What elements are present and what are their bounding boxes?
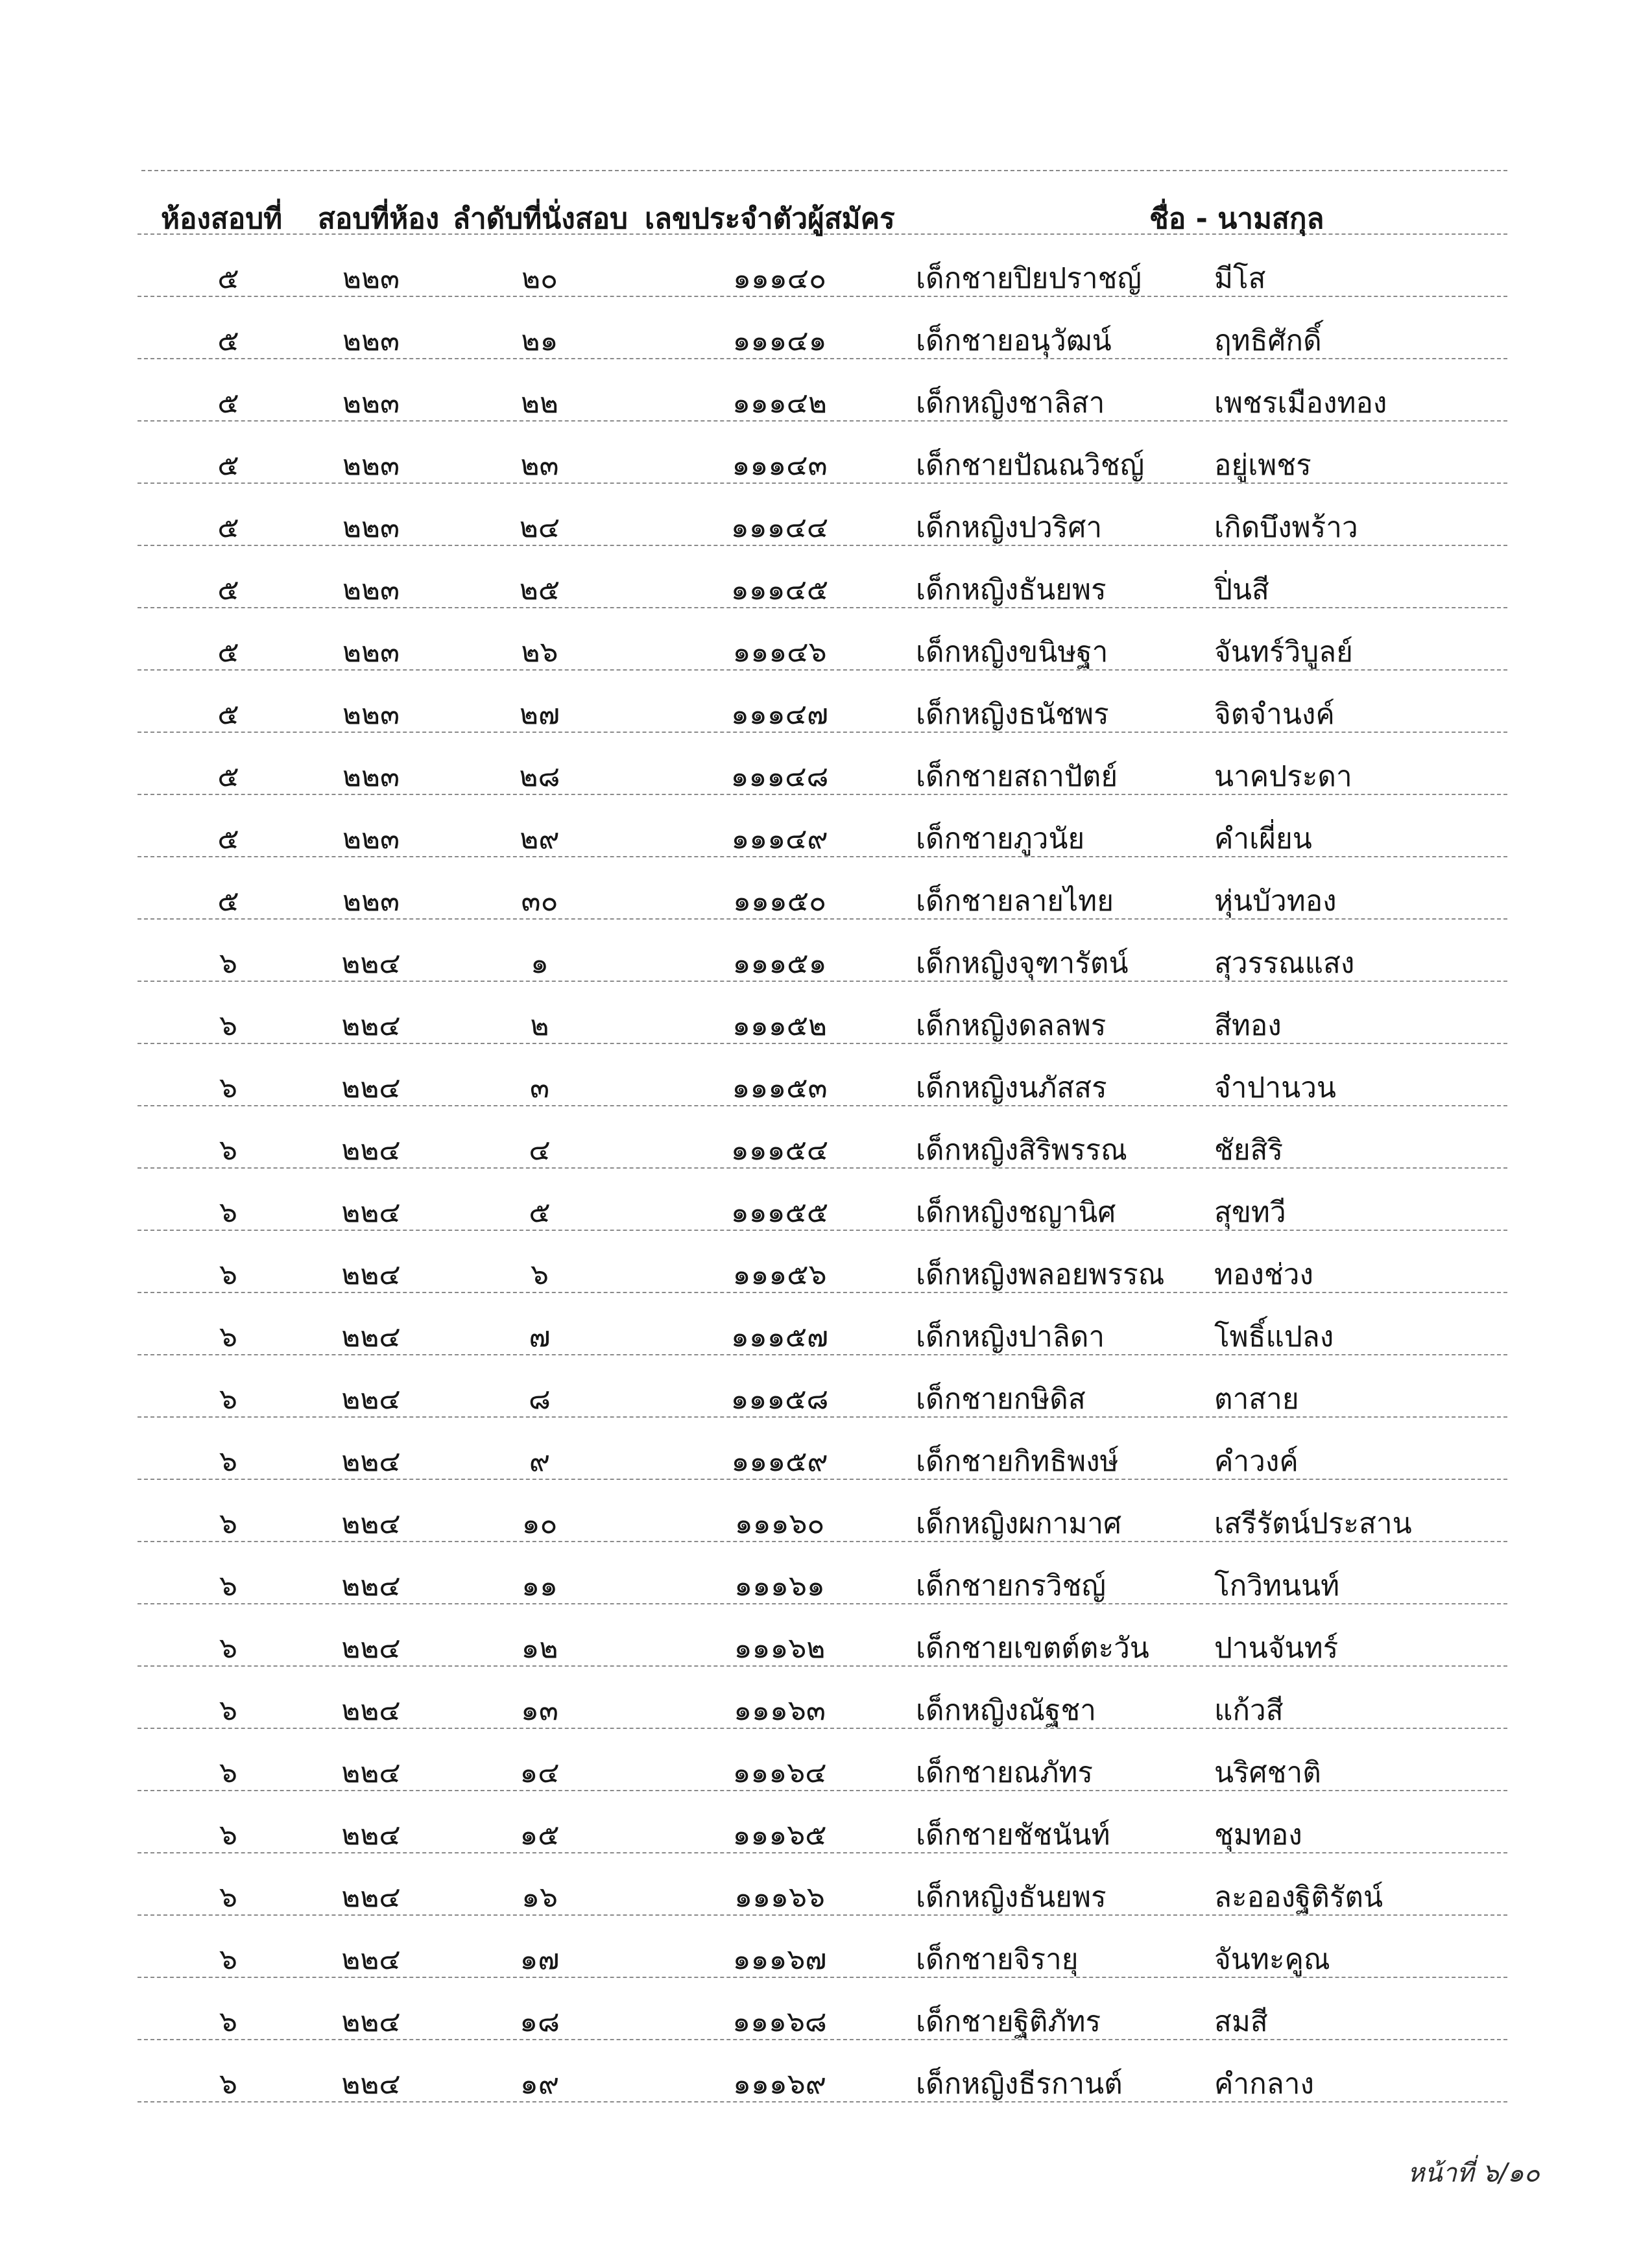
table-row xyxy=(138,1853,1507,1916)
cell-hall: ๒๒๔ xyxy=(341,1818,401,1852)
cell-first-name: เด็กชายปัณณวิชญ์ xyxy=(916,449,1145,482)
cell-seat: ๒๖ xyxy=(521,636,558,669)
cell-first-name: เด็กหญิงชาลิสา xyxy=(916,387,1105,420)
cell-first-name: เด็กหญิงณัฐชา xyxy=(916,1694,1096,1727)
cell-last-name: สีทอง xyxy=(1214,1009,1282,1042)
cell-room: ๕ xyxy=(217,511,239,544)
header-room: ห้องสอบที่ xyxy=(161,202,283,235)
cell-hall: ๒๒๔ xyxy=(341,1383,401,1416)
cell-room: ๕ xyxy=(217,822,239,855)
cell-first-name: เด็กหญิงปวริศา xyxy=(916,511,1103,544)
cell-first-name: เด็กชายปิยปราชญ์ xyxy=(916,262,1142,295)
cell-last-name: นาคประดา xyxy=(1214,760,1352,793)
cell-applicant-id: ๑๑๑๕๙ xyxy=(731,1445,828,1478)
cell-room: ๖ xyxy=(219,1507,237,1540)
table-row xyxy=(138,546,1507,608)
cell-applicant-id: ๑๑๑๔๖ xyxy=(732,636,827,669)
cell-seat: ๑ xyxy=(531,947,549,980)
cell-hall: ๒๒๓ xyxy=(342,885,400,918)
cell-seat: ๒๗ xyxy=(519,698,560,731)
cell-last-name: ตาสาย xyxy=(1214,1383,1299,1416)
header-hall: สอบที่ห้อง xyxy=(318,202,440,235)
cell-room: ๖ xyxy=(219,2067,237,2101)
cell-hall: ๒๒๔ xyxy=(341,1756,401,1789)
cell-room: ๕ xyxy=(217,636,239,669)
cell-applicant-id: ๑๑๑๔๘ xyxy=(730,760,829,793)
cell-room: ๖ xyxy=(219,1383,237,1416)
cell-hall: ๒๒๓ xyxy=(342,262,400,295)
table-row xyxy=(138,484,1507,546)
table-row xyxy=(138,1293,1507,1355)
cell-hall: ๒๒๔ xyxy=(341,1881,401,1914)
cell-first-name: เด็กชายอนุวัฒน์ xyxy=(916,324,1112,357)
cell-first-name: เด็กหญิงธีรกานต์ xyxy=(916,2067,1123,2101)
cell-seat: ๒๓ xyxy=(520,449,559,482)
table-row xyxy=(138,795,1507,857)
cell-applicant-id: ๑๑๑๔๐ xyxy=(733,262,826,295)
cell-seat: ๒๔ xyxy=(519,511,560,544)
cell-seat: ๖ xyxy=(531,1258,549,1291)
cell-hall: ๒๒๔ xyxy=(341,1320,401,1353)
cell-last-name: คำเผี่ยน xyxy=(1214,822,1312,855)
cell-applicant-id: ๑๑๑๔๗ xyxy=(730,698,829,731)
cell-last-name: ละอองฐิติรัตน์ xyxy=(1214,1881,1383,1914)
table-row xyxy=(138,2040,1507,2102)
cell-seat: ๒๐ xyxy=(521,262,558,295)
cell-first-name: เด็กชายภูวนัย xyxy=(916,822,1085,855)
cell-first-name: เด็กหญิงปาลิดา xyxy=(916,1320,1105,1353)
cell-last-name: สมสี xyxy=(1214,2005,1268,2038)
cell-last-name: สุขทวี xyxy=(1214,1196,1286,1229)
cell-first-name: เด็กหญิงดลลพร xyxy=(916,1009,1107,1042)
cell-last-name: เกิดบึงพร้าว xyxy=(1214,511,1358,544)
cell-applicant-id: ๑๑๑๕๐ xyxy=(733,885,826,918)
cell-seat: ๒๘ xyxy=(519,760,560,793)
cell-room: ๖ xyxy=(219,947,237,980)
cell-seat: ๑๐ xyxy=(521,1507,558,1540)
cell-hall: ๒๒๔ xyxy=(341,1071,401,1104)
cell-applicant-id: ๑๑๑๖๗ xyxy=(732,1943,827,1976)
cell-room: ๕ xyxy=(217,449,239,482)
cell-seat: ๒ xyxy=(530,1009,549,1042)
cell-hall: ๒๒๔ xyxy=(341,1134,401,1167)
cell-hall: ๒๒๔ xyxy=(341,1943,401,1976)
cell-first-name: เด็กหญิงธันยพร xyxy=(916,1881,1107,1914)
table-row xyxy=(138,1729,1507,1791)
cell-room: ๕ xyxy=(217,573,239,606)
table-row xyxy=(138,1169,1507,1231)
cell-last-name: จิตจำนงค์ xyxy=(1214,698,1335,731)
cell-last-name: ฤทธิศักดิ์ xyxy=(1214,324,1322,357)
cell-hall: ๒๒๓ xyxy=(342,449,400,482)
cell-first-name: เด็กชายจิรายุ xyxy=(916,1943,1079,1976)
table-row xyxy=(138,1791,1507,1853)
cell-room: ๖ xyxy=(219,1320,237,1353)
cell-room: ๕ xyxy=(217,324,239,357)
cell-room: ๖ xyxy=(219,1258,237,1291)
cell-seat: ๘ xyxy=(529,1383,551,1416)
cell-seat: ๑๖ xyxy=(521,1881,558,1914)
cell-hall: ๒๒๓ xyxy=(342,636,400,669)
table-row xyxy=(138,733,1507,795)
cell-applicant-id: ๑๑๑๔๒ xyxy=(732,387,828,420)
cell-room: ๖ xyxy=(219,1694,237,1727)
cell-seat: ๑๕ xyxy=(520,1818,560,1852)
table-row xyxy=(138,1978,1507,2040)
table-row xyxy=(138,1355,1507,1418)
table-body xyxy=(138,235,1507,2102)
cell-last-name: คำกลาง xyxy=(1214,2067,1314,2101)
cell-last-name: เสรีรัตน์ประสาน xyxy=(1214,1507,1412,1540)
cell-room: ๖ xyxy=(219,1009,237,1042)
cell-seat: ๑๘ xyxy=(520,2005,560,2038)
cell-hall: ๒๒๔ xyxy=(341,1507,401,1540)
cell-applicant-id: ๑๑๑๕๓ xyxy=(732,1071,828,1104)
cell-first-name: เด็กหญิงจุฑารัตน์ xyxy=(916,947,1129,980)
table-row xyxy=(138,1916,1507,1978)
cell-hall: ๒๒๓ xyxy=(342,573,400,606)
table-row xyxy=(138,1542,1507,1604)
cell-applicant-id: ๑๑๑๕๒ xyxy=(732,1009,828,1042)
cell-room: ๖ xyxy=(219,1756,237,1789)
cell-seat: ๒๕ xyxy=(519,573,560,606)
cell-hall: ๒๒๓ xyxy=(342,698,400,731)
cell-seat: ๔ xyxy=(529,1134,551,1167)
cell-first-name: เด็กหญิงชญานิศ xyxy=(916,1196,1116,1229)
cell-hall: ๒๒๓ xyxy=(342,822,400,855)
cell-room: ๕ xyxy=(217,760,239,793)
cell-room: ๕ xyxy=(217,698,239,731)
cell-last-name: จำปานวน xyxy=(1214,1071,1336,1104)
cell-hall: ๒๒๓ xyxy=(342,387,400,420)
cell-room: ๖ xyxy=(219,1818,237,1852)
cell-seat: ๑๗ xyxy=(520,1943,560,1976)
cell-last-name: ชัยสิริ xyxy=(1214,1134,1284,1167)
table-row xyxy=(138,1604,1507,1667)
cell-last-name: นริศชาติ xyxy=(1214,1756,1321,1789)
cell-last-name: หุ่นบัวทอง xyxy=(1214,885,1337,918)
table-row xyxy=(138,359,1507,422)
cell-room: ๖ xyxy=(219,1943,237,1976)
header-applicant-id: เลขประจำตัวผู้สมัคร xyxy=(645,202,895,235)
table-row xyxy=(138,671,1507,733)
cell-applicant-id: ๑๑๑๖๕ xyxy=(732,1818,827,1852)
cell-hall: ๒๒๔ xyxy=(341,947,401,980)
cell-last-name: จันทร์วิบูลย์ xyxy=(1214,636,1353,669)
cell-room: ๕ xyxy=(217,262,239,295)
cell-first-name: เด็กหญิงธันยพร xyxy=(916,573,1107,606)
cell-seat: ๑๙ xyxy=(520,2067,560,2101)
cell-first-name: เด็กหญิงสิริพรรณ xyxy=(916,1134,1127,1167)
table-row xyxy=(138,297,1507,359)
cell-last-name: ปานจันทร์ xyxy=(1214,1632,1339,1665)
cell-hall: ๒๒๔ xyxy=(341,1632,401,1665)
cell-hall: ๒๒๓ xyxy=(342,324,400,357)
cell-hall: ๒๒๔ xyxy=(341,1009,401,1042)
cell-seat: ๒๑ xyxy=(521,324,558,357)
cell-seat: ๕ xyxy=(529,1196,551,1229)
cell-applicant-id: ๑๑๑๕๖ xyxy=(732,1258,827,1291)
header-seat: ลำดับที่นั่งสอบ xyxy=(453,202,628,235)
cell-last-name: คำวงค์ xyxy=(1214,1445,1299,1478)
cell-hall: ๒๒๔ xyxy=(341,1258,401,1291)
cell-seat: ๑๑ xyxy=(521,1569,558,1602)
cell-seat: ๒๙ xyxy=(520,822,560,855)
cell-last-name: เพชรเมืองทอง xyxy=(1214,387,1387,420)
cell-room: ๖ xyxy=(219,1196,237,1229)
cell-applicant-id: ๑๑๑๔๓ xyxy=(732,449,828,482)
cell-applicant-id: ๑๑๑๕๘ xyxy=(730,1383,829,1416)
cell-applicant-id: ๑๑๑๔๙ xyxy=(731,822,828,855)
table-row xyxy=(138,1044,1507,1106)
table-row xyxy=(138,422,1507,484)
cell-seat: ๒๒ xyxy=(520,387,558,420)
cell-first-name: เด็กชายกรวิชญ์ xyxy=(916,1569,1106,1602)
cell-first-name: เด็กชายสถาปัตย์ xyxy=(916,760,1118,793)
cell-hall: ๒๒๔ xyxy=(341,1569,401,1602)
table-row xyxy=(138,608,1507,671)
cell-first-name: เด็กชายชัชนันท์ xyxy=(916,1818,1110,1852)
cell-hall: ๒๒๔ xyxy=(341,1445,401,1478)
cell-seat: ๓ xyxy=(529,1071,550,1104)
cell-applicant-id: ๑๑๑๔๔ xyxy=(730,511,829,544)
cell-applicant-id: ๑๑๑๖๙ xyxy=(733,2067,826,2101)
cell-first-name: เด็กชายกษิดิส xyxy=(916,1383,1086,1416)
cell-last-name: จันทะคูณ xyxy=(1214,1943,1330,1976)
cell-last-name: อยู่เพชร xyxy=(1214,449,1311,482)
cell-first-name: เด็กชายกิทธิพงษ์ xyxy=(916,1445,1119,1478)
cell-last-name: แก้วสี xyxy=(1214,1694,1284,1727)
cell-applicant-id: ๑๑๑๖๓ xyxy=(734,1694,826,1727)
cell-last-name: ปิ่นสี xyxy=(1214,573,1269,606)
cell-seat: ๙ xyxy=(529,1445,551,1478)
cell-room: ๖ xyxy=(219,1134,237,1167)
header-name: ชื่อ - นามสกุล xyxy=(1149,202,1324,235)
cell-first-name: เด็กชายลายไทย xyxy=(916,885,1114,918)
cell-last-name: ทองช่วง xyxy=(1214,1258,1313,1291)
table-row xyxy=(138,1418,1507,1480)
seating-list xyxy=(138,170,1507,2102)
cell-applicant-id: ๑๑๑๖๖ xyxy=(734,1881,825,1914)
cell-last-name: สุวรรณแสง xyxy=(1214,947,1355,980)
table-row xyxy=(138,920,1507,982)
cell-applicant-id: ๑๑๑๕๑ xyxy=(732,947,827,980)
cell-hall: ๒๒๔ xyxy=(341,2005,401,2038)
cell-room: ๖ xyxy=(219,1445,237,1478)
cell-seat: ๑๓ xyxy=(520,1694,558,1727)
cell-hall: ๒๒๔ xyxy=(341,1196,401,1229)
cell-hall: ๒๒๔ xyxy=(341,1694,401,1727)
cell-first-name: เด็กหญิงพลอยพรรณ xyxy=(916,1258,1165,1291)
cell-applicant-id: ๑๑๑๖๐ xyxy=(734,1507,825,1540)
cell-applicant-id: ๑๑๑๖๑ xyxy=(734,1569,825,1602)
cell-seat: ๑๒ xyxy=(521,1632,558,1665)
cell-room: ๕ xyxy=(217,387,239,420)
cell-last-name: ชุมทอง xyxy=(1214,1818,1302,1852)
table-row xyxy=(138,1667,1507,1729)
cell-room: ๖ xyxy=(219,1881,237,1914)
cell-applicant-id: ๑๑๑๔๑ xyxy=(732,324,827,357)
cell-applicant-id: ๑๑๑๖๔ xyxy=(732,1756,827,1789)
cell-first-name: เด็กหญิงนภัสสร xyxy=(916,1071,1107,1104)
cell-last-name: โกวิทนนท์ xyxy=(1214,1569,1340,1602)
cell-first-name: เด็กชายเขตต์ตะวัน xyxy=(916,1632,1149,1665)
cell-applicant-id: ๑๑๑๔๕ xyxy=(730,573,829,606)
cell-first-name: เด็กชายณภัทร xyxy=(916,1756,1094,1789)
table-header xyxy=(138,171,1507,235)
cell-seat: ๑๔ xyxy=(520,1756,560,1789)
cell-applicant-id: ๑๑๑๕๗ xyxy=(730,1320,829,1353)
cell-last-name: มีโส xyxy=(1214,262,1266,295)
cell-room: ๖ xyxy=(219,2005,237,2038)
cell-first-name: เด็กหญิงธนัชพร xyxy=(916,698,1109,731)
cell-applicant-id: ๑๑๑๖๘ xyxy=(732,2005,827,2038)
table-row xyxy=(138,235,1507,297)
cell-hall: ๒๒๔ xyxy=(341,2067,401,2101)
cell-room: ๖ xyxy=(219,1632,237,1665)
page-number: หน้าที่ ๖/๑๐ xyxy=(1407,2158,1540,2188)
table-row xyxy=(138,982,1507,1044)
table-row xyxy=(138,1231,1507,1293)
cell-last-name: โพธิ์แปลง xyxy=(1214,1320,1334,1353)
cell-room: ๕ xyxy=(217,885,239,918)
cell-first-name: เด็กหญิงขนิษฐา xyxy=(916,636,1108,669)
cell-room: ๖ xyxy=(219,1071,237,1104)
cell-first-name: เด็กชายฐิติภัทร xyxy=(916,2005,1101,2038)
cell-applicant-id: ๑๑๑๕๔ xyxy=(730,1134,829,1167)
table-row xyxy=(138,1480,1507,1542)
cell-applicant-id: ๑๑๑๖๒ xyxy=(734,1632,826,1665)
cell-applicant-id: ๑๑๑๕๕ xyxy=(730,1196,829,1229)
cell-seat: ๗ xyxy=(529,1320,551,1353)
cell-hall: ๒๒๓ xyxy=(342,511,400,544)
cell-first-name: เด็กหญิงผกามาศ xyxy=(916,1507,1122,1540)
cell-hall: ๒๒๓ xyxy=(342,760,400,793)
cell-room: ๖ xyxy=(219,1569,237,1602)
table-row xyxy=(138,1106,1507,1169)
cell-seat: ๓๐ xyxy=(521,885,558,918)
table-row xyxy=(138,857,1507,920)
